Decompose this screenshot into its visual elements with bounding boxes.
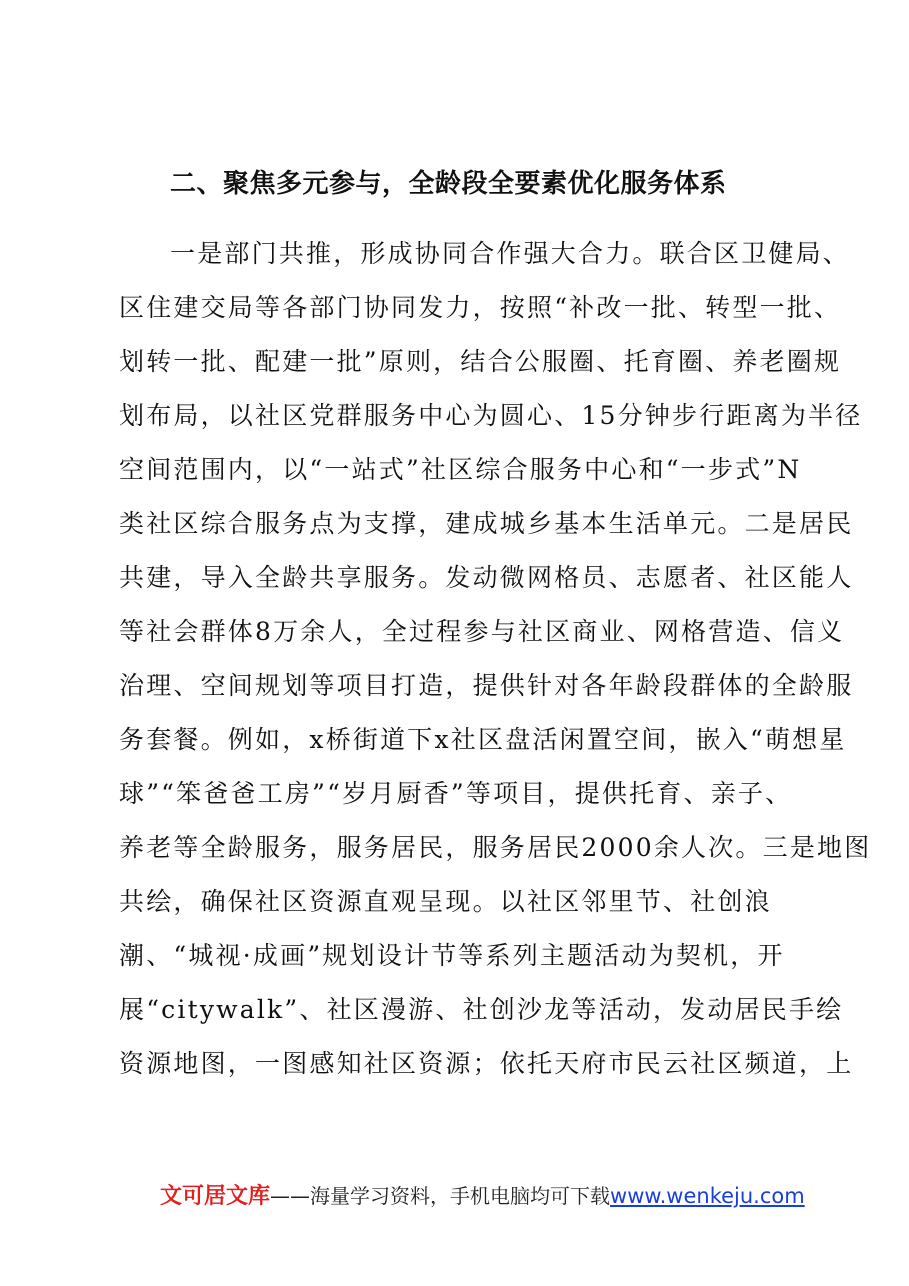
body-line: 共建，导入全龄共享服务。发动微网格员、志愿者、社区能人 <box>119 563 854 592</box>
body-line: 区住建交局等各部门协同发力，按照“补改一批、转型一批、 <box>119 293 842 322</box>
footer-watermark <box>160 1180 805 1213</box>
body-line: 务套餐。例如，x桥街道下x社区盘活闲置空间，嵌入“萌想星 <box>119 725 847 754</box>
footer-brand: 文可居文库 <box>160 1184 271 1209</box>
body-line: 资源地图，一图感知社区资源；依托天府市民云社区频道，上 <box>119 1049 854 1078</box>
body-line: 类社区综合服务点为支撑，建成城乡基本生活单元。二是居民 <box>119 509 854 538</box>
body-line: 划布局，以社区党群服务中心为圆心、15分钟步行距离为半径 <box>119 401 863 430</box>
footer-tagline: ——海量学习资料，手机电脑均可下载 <box>270 1184 611 1208</box>
body-line: 共绘，确保社区资源直观呈现。以社区邻里节、社创浪 <box>119 887 772 916</box>
section-heading: 二、聚焦多元参与，全龄段全要素优化服务体系 <box>170 169 727 199</box>
body-line: 等社会群体8万余人，全过程参与社区商业、网格营造、信义 <box>119 617 845 646</box>
body-line: 治理、空间规划等项目打造，提供针对各年龄段群体的全龄服 <box>119 671 854 700</box>
body-line: 空间范围内，以“一站式”社区综合服务中心和“一步式”N <box>119 455 802 484</box>
body-line: 划转一批、配建一批”原则，结合公服圈、托育圈、养老圈规 <box>119 347 842 376</box>
body-line: 潮、“城视·成画”规划设计节等系列主题活动为契机，开 <box>119 941 785 970</box>
body-line: 一是部门共推，形成协同合作强大合力。联合区卫健局、 <box>170 239 851 268</box>
body-line: 球”“笨爸爸工房”“岁月厨香”等项目，提供托育、亲子、 <box>119 779 793 808</box>
footer-site-link[interactable]: www.wenkeju.com <box>610 1184 805 1208</box>
body-line: 展“citywalk”、社区漫游、社创沙龙等活动，发动居民手绘 <box>119 995 844 1024</box>
body-line: 养老等全龄服务，服务居民，服务居民2000余人次。三是地图 <box>119 833 872 862</box>
